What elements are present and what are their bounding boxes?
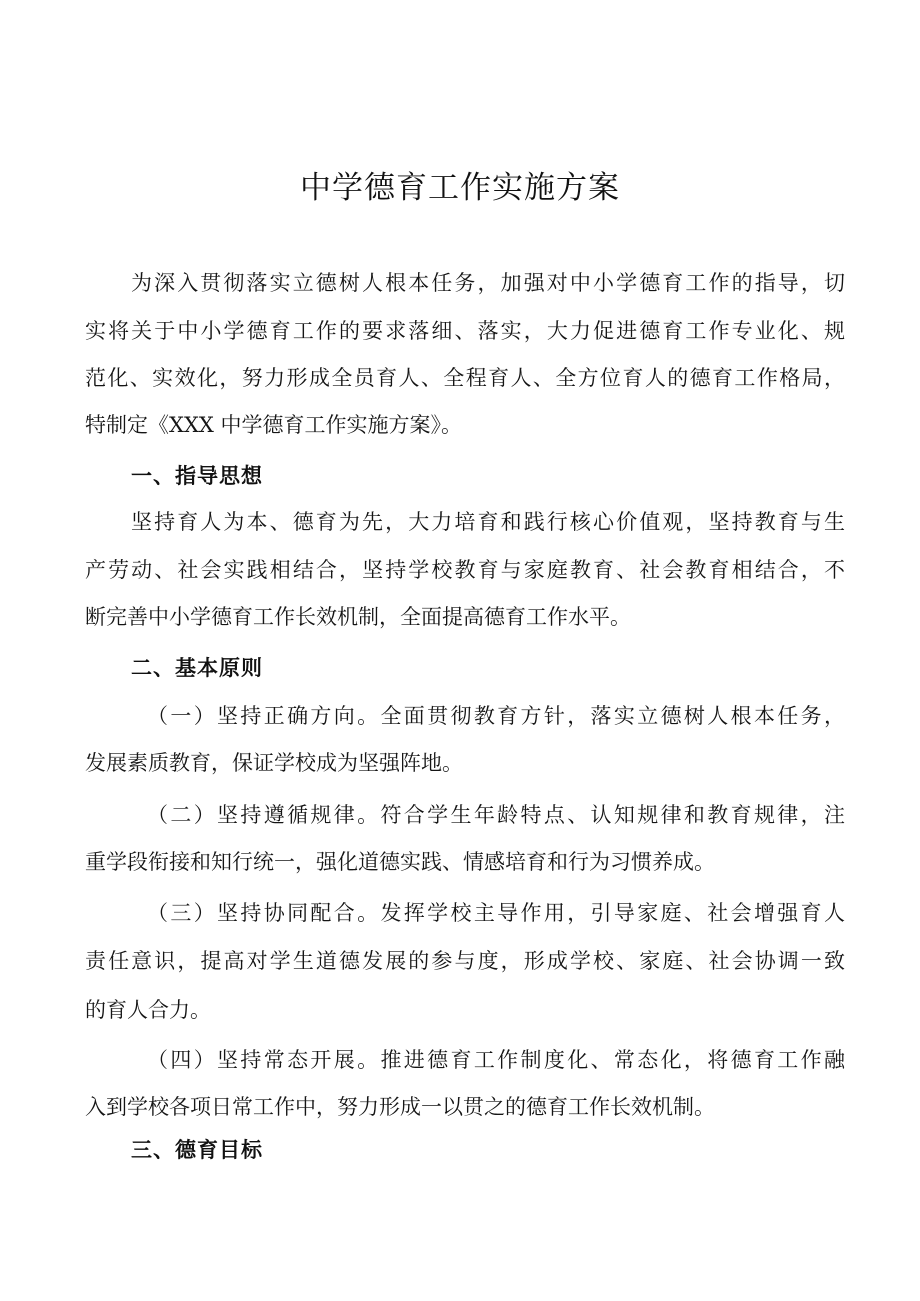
intro-line-1: 为深入贯彻落实立德树人根本任务，加强对中小学德育工作的指导，切 — [131, 271, 845, 295]
section1-line-2: 产劳动、社会实践相结合，坚持学校教育与家庭教育、社会教育相结合，不 — [85, 558, 845, 582]
intro-line-4: 特制定《XXX 中学德育工作实施方案》。 — [85, 413, 463, 437]
principle-3-line-3: 的育人合力。 — [85, 998, 211, 1022]
principle-1-line-1: （一）坚持正确方向。全面贯彻教育方针，落实立德树人根本任务， — [147, 704, 845, 728]
section1-line-1: 坚持育人为本、德育为先，大力培育和践行核心价值观，坚持教育与生 — [131, 510, 845, 534]
principle-1-line-2: 发展素质教育，保证学校成为坚强阵地。 — [85, 751, 463, 775]
intro-line-3: 范化、实效化，努力形成全员育人、全程育人、全方位育人的德育工作格局， — [85, 366, 845, 390]
intro-line-2: 实将关于中小学德育工作的要求落细、落实，大力促进德育工作专业化、规 — [85, 319, 845, 343]
principle-4-line-1: （四）坚持常态开展。推进德育工作制度化、常态化，将德育工作融 — [147, 1048, 845, 1072]
principle-3-line-1: （三）坚持协同配合。发挥学校主导作用，引导家庭、社会增强育人 — [147, 901, 845, 925]
document-title: 中学德育工作实施方案 — [300, 170, 620, 206]
section-heading-guiding-ideology: 一、指导思想 — [131, 464, 263, 488]
principle-2-line-2: 重学段衔接和知行统一，强化道德实践、情感培育和行为习惯养成。 — [85, 850, 715, 874]
principle-4-line-2: 入到学校各项日常工作中，努力形成一以贯之的德育工作长效机制。 — [85, 1095, 715, 1119]
section-heading-moral-education-goals: 三、德育目标 — [131, 1138, 263, 1162]
principle-3-line-2: 责任意识，提高对学生道德发展的参与度，形成学校、家庭、社会协调一致 — [85, 949, 845, 973]
section-heading-basic-principles: 二、基本原则 — [131, 656, 263, 680]
principle-2-line-1: （二）坚持遵循规律。符合学生年龄特点、认知规律和教育规律，注 — [147, 803, 845, 827]
section1-line-3: 断完善中小学德育工作长效机制，全面提高德育工作水平。 — [85, 605, 631, 629]
